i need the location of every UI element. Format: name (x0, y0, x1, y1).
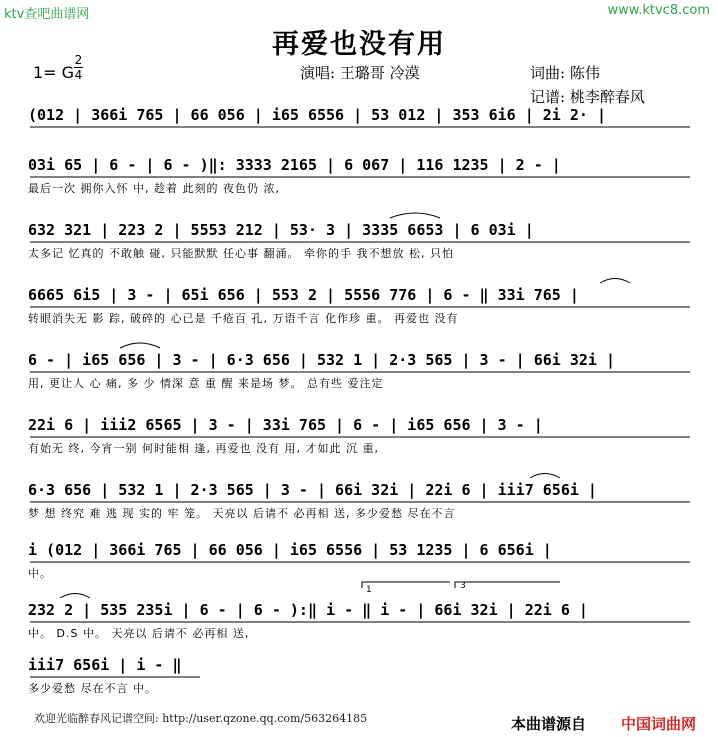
volta-one-label: 1 (366, 585, 372, 595)
score-notes: iii7 656i | i - ‖ (28, 656, 182, 674)
score-lyrics: 有始无 终, 今宵一别 何时能相 逢, 再爱也 没有 用, 才如此 沉 重, (28, 442, 379, 455)
score-lyrics: 梦 想 终究 难 逃 现 实的 牢 笼。 天亮以 后请不 必再相 送, 多少爱愁 尽在不言 (28, 507, 456, 520)
score-notes: (012 | 366i 765 | 66 056 | i65 6556 | 53 012 | 353 6i6 | 2i 2· | (28, 106, 606, 124)
score-notes: 6 - | i65 656 | 3 - | 6·3 656 | 532 1 | 2·3 565 | 3 - | 66i 32i | (28, 351, 615, 369)
score-lyrics: 用, 更让人 心 痛, 多 少 情深 意 重 醒 来是场 梦。 总有些 爱注定 (28, 377, 384, 390)
score-lyrics: 中。 (28, 567, 52, 580)
score-lyrics: 太多记 忆真的 不敢触 碰, 只能默默 任心事 翻涌。 牵你的手 我不想放 松, 只怕 (28, 247, 454, 260)
meter-bottom: 4 (74, 68, 83, 82)
score-lyrics: 最后一次 拥你入怀 中, 趁着 此刻的 夜色仍 浓, (28, 182, 280, 195)
score-lyrics: 中。 D.S 中。 天亮以 后请不 必再相 送, (28, 627, 250, 640)
score-notes: 6·3 656 | 532 1 | 2·3 565 | 3 - | 66i 32i | 22i 6 | iii7 656i | (28, 481, 597, 499)
source-site: 中国词曲网 (621, 715, 697, 733)
song-title: 再爱也没有用 (272, 29, 446, 60)
score-notes: 632 321 | 223 2 | 5553 212 | 53· 3 | 3335 6653 | 6 03i | (28, 221, 534, 239)
source-label: 本曲谱源自 (511, 715, 587, 733)
score-notes: 22i 6 | iii2 6565 | 3 - | 33i 765 | 6 - | i65 656 | 3 - | (28, 416, 543, 434)
score-notes: 03i 65 | 6 - | 6 - )‖: 3333 2165 | 6 067 | 116 1235 | 2 - | (28, 156, 561, 174)
watermark-left: ktv查吧曲谱网 (4, 7, 90, 22)
score-notes: i (012 | 366i 765 | 66 056 | i65 6556 | 53 1235 | 6 656i | (28, 541, 552, 559)
composer-credit: 词曲: 陈伟 (530, 64, 600, 82)
transcriber-credit: 记谱: 桃李醉春风 (530, 88, 645, 106)
singers-credit: 演唱: 王璐哥 冷漠 (300, 64, 420, 82)
time-signature (74, 54, 83, 81)
key-signature: 1= G (33, 63, 75, 82)
score-notes: 6665 6i5 | 3 - | 65i 656 | 553 2 | 5556 776 | 6 - ‖ 33i 765 | (28, 286, 579, 304)
volta-three-label: 3 (460, 581, 466, 591)
meter-top: 2 (74, 53, 83, 67)
score-lyrics: 多少爱愁 尽在不言 中。 (28, 682, 157, 695)
watermark-right: www.ktvc8.com (607, 3, 710, 18)
score-lyrics: 转眼消失无 影 踪, 破碎的 心已是 千疮百 孔, 万语千言 化作珍 重。 再爱也 没有 (28, 312, 459, 325)
footer-note: 欢迎光临醉春风记谱空间: http://user.qzone.qq.com/563264185 (34, 712, 368, 725)
score-notes: 232 2 | 535 235i | 6 - | 6 - ):‖ i - ‖ i - | 66i 32i | 22i 6 | (28, 601, 588, 619)
